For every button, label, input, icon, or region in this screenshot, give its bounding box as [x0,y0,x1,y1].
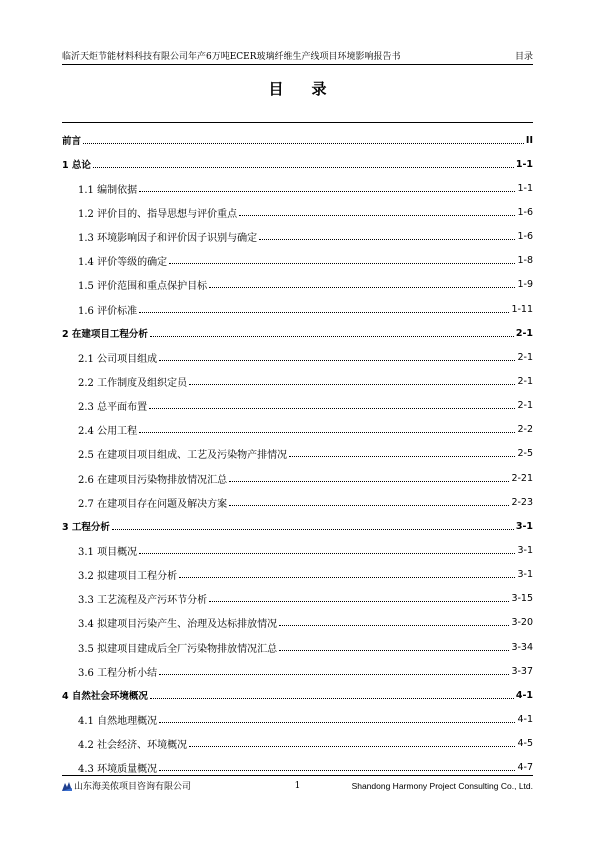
table-of-contents [62,128,533,780]
toc-chapter-entry[interactable] [62,514,533,538]
toc-entry-label: 1.1 编制依据 [78,184,138,196]
toc-leader-dots [139,432,515,433]
page-footer [62,779,533,792]
toc-chapter-entry[interactable] [62,683,533,707]
footer-company-english: Shandong Harmony Project Consulting Co., Ltd. [351,780,533,791]
toc-section-entry[interactable] [62,707,533,731]
toc-entry-label: 1 总论 [62,160,91,172]
toc-entry-label: 1.4 评价等级的确定 [78,257,168,269]
toc-leader-dots [169,263,515,264]
toc-leader-dots [209,601,509,602]
toc-entry-page: 1-8 [517,255,533,267]
toc-entry-page: 2-21 [511,472,533,484]
toc-section-entry[interactable] [62,732,533,756]
toc-section-entry[interactable] [62,490,533,514]
toc-section-entry[interactable] [62,563,533,587]
toc-chapter-entry[interactable] [62,128,533,152]
toc-entry-page: 3-1 [517,544,533,556]
toc-leader-dots [289,456,515,457]
toc-entry-label: 2.2 工作制度及组织定员 [78,377,188,389]
toc-entry-label: 1.3 环境影响因子和评价因子识别与确定 [78,233,258,245]
toc-top-divider [62,122,533,123]
toc-leader-dots [83,143,524,144]
toc-section-entry[interactable] [62,225,533,249]
toc-section-entry[interactable] [62,538,533,562]
toc-leader-dots [93,167,514,168]
toc-entry-label: 3.3 工艺流程及产污环节分析 [78,595,208,607]
toc-entry-label: 1.2 评价目的、指导思想与评价重点 [78,208,238,220]
toc-leader-dots [112,529,514,530]
toc-leader-dots [139,312,509,313]
toc-entry-page: 4-5 [517,738,533,750]
toc-entry-page: 1-6 [517,206,533,218]
toc-entry-label: 4 自然社会环境概况 [62,691,148,703]
toc-entry-page: 2-5 [517,448,533,460]
toc-leader-dots [189,746,515,747]
page-title: 目录 [268,80,355,98]
toc-entry-label: 3.5 拟建项目建成后全厂污染物排放情况汇总 [78,643,278,655]
toc-section-entry[interactable] [62,297,533,321]
toc-section-entry[interactable] [62,587,533,611]
toc-leader-dots [179,577,515,578]
toc-section-entry[interactable] [62,466,533,490]
toc-section-entry[interactable] [62,394,533,418]
toc-entry-page: 2-1 [515,327,533,339]
toc-entry-page: 1-11 [511,303,533,315]
toc-leader-dots [159,360,515,361]
toc-entry-label: 2 在建项目工程分析 [62,329,148,341]
toc-section-entry[interactable] [62,273,533,297]
toc-section-entry[interactable] [62,611,533,635]
toc-entry-page: 1-9 [517,279,533,291]
toc-entry-label: 3.6 工程分析小结 [78,667,158,679]
toc-entry-page: 1-6 [517,231,533,243]
toc-entry-page: 3-34 [511,641,533,653]
toc-section-entry[interactable] [62,345,533,369]
toc-entry-label: 3.1 项目概况 [78,546,138,558]
toc-leader-dots [279,650,509,651]
toc-entry-page: II [525,134,533,146]
toc-leader-dots [189,384,515,385]
footer-company-name: 山东海美侬项目咨询有限公司 [74,782,192,792]
toc-entry-label: 2.5 在建项目项目组成、工艺及污染物产排情况 [78,450,288,462]
toc-entry-label: 2.1 公司项目组成 [78,353,158,365]
toc-chapter-entry[interactable] [62,152,533,176]
toc-entry-page: 2-23 [511,496,533,508]
toc-section-entry[interactable] [62,418,533,442]
toc-leader-dots [159,770,515,771]
toc-leader-dots [139,553,515,554]
toc-entry-label: 3 工程分析 [62,522,110,534]
toc-entry-label: 3.4 拟建项目污染产生、治理及达标排放情况 [78,619,278,631]
toc-leader-dots [279,625,509,626]
toc-entry-label: 2.4 公用工程 [78,426,138,438]
toc-entry-page: 3-15 [511,593,533,605]
toc-entry-page: 2-1 [517,375,533,387]
toc-section-entry[interactable] [62,635,533,659]
toc-entry-page: 4-1 [515,689,533,701]
toc-leader-dots [229,505,509,506]
toc-entry-label: 2.6 在建项目污染物排放情况汇总 [78,474,228,486]
toc-chapter-entry[interactable] [62,321,533,345]
toc-leader-dots [150,698,514,699]
toc-entry-page: 3-37 [511,665,533,677]
toc-entry-label: 1.5 评价范围和重点保护目标 [78,281,208,293]
toc-entry-page: 3-1 [515,520,533,532]
toc-entry-label: 1.6 评价标准 [78,305,138,317]
toc-entry-label: 3.2 拟建项目工程分析 [78,571,178,583]
toc-leader-dots [209,287,515,288]
page-header [62,44,533,62]
toc-section-entry[interactable] [62,442,533,466]
toc-entry-page: 1-1 [517,182,533,194]
footer-company [62,779,191,792]
toc-entry-label: 4.3 环境质量概况 [78,764,158,776]
toc-entry-page: 4-7 [517,762,533,774]
toc-entry-page: 2-2 [517,424,533,436]
toc-entry-page: 1-1 [515,158,533,170]
page-number: 1 [294,780,301,791]
header-document-title: 临沂天炬节能材料科技有限公司年产6万吨ECER玻璃纤维生产线项目环境影响报告书 [62,52,401,62]
toc-entry-page: 4-1 [517,713,533,725]
toc-section-entry[interactable] [62,756,533,780]
toc-entry-label: 2.7 在建项目存在问题及解决方案 [78,498,228,510]
toc-section-entry[interactable] [62,176,533,200]
company-logo-icon [62,781,72,791]
toc-entry-page: 3-1 [517,569,533,581]
footer-divider [62,775,533,776]
toc-entry-page: 2-1 [517,351,533,363]
toc-entry-page: 2-1 [517,400,533,412]
toc-leader-dots [239,215,515,216]
toc-leader-dots [150,336,514,337]
header-divider [62,64,533,65]
toc-section-entry[interactable] [62,200,533,224]
toc-leader-dots [159,674,509,675]
toc-entry-label: 前言 [62,136,82,148]
toc-leader-dots [149,408,515,409]
toc-section-entry[interactable] [62,659,533,683]
toc-section-entry[interactable] [62,369,533,393]
toc-entry-label: 4.2 社会经济、环境概况 [78,740,188,752]
toc-entry-label: 4.1 自然地理概况 [78,715,158,727]
toc-leader-dots [139,191,515,192]
toc-leader-dots [259,239,515,240]
header-section-label: 目录 [514,52,533,62]
toc-entry-page: 3-20 [511,617,533,629]
toc-leader-dots [229,481,509,482]
toc-section-entry[interactable] [62,249,533,273]
toc-entry-label: 2.3 总平面布置 [78,402,148,414]
toc-leader-dots [159,722,515,723]
